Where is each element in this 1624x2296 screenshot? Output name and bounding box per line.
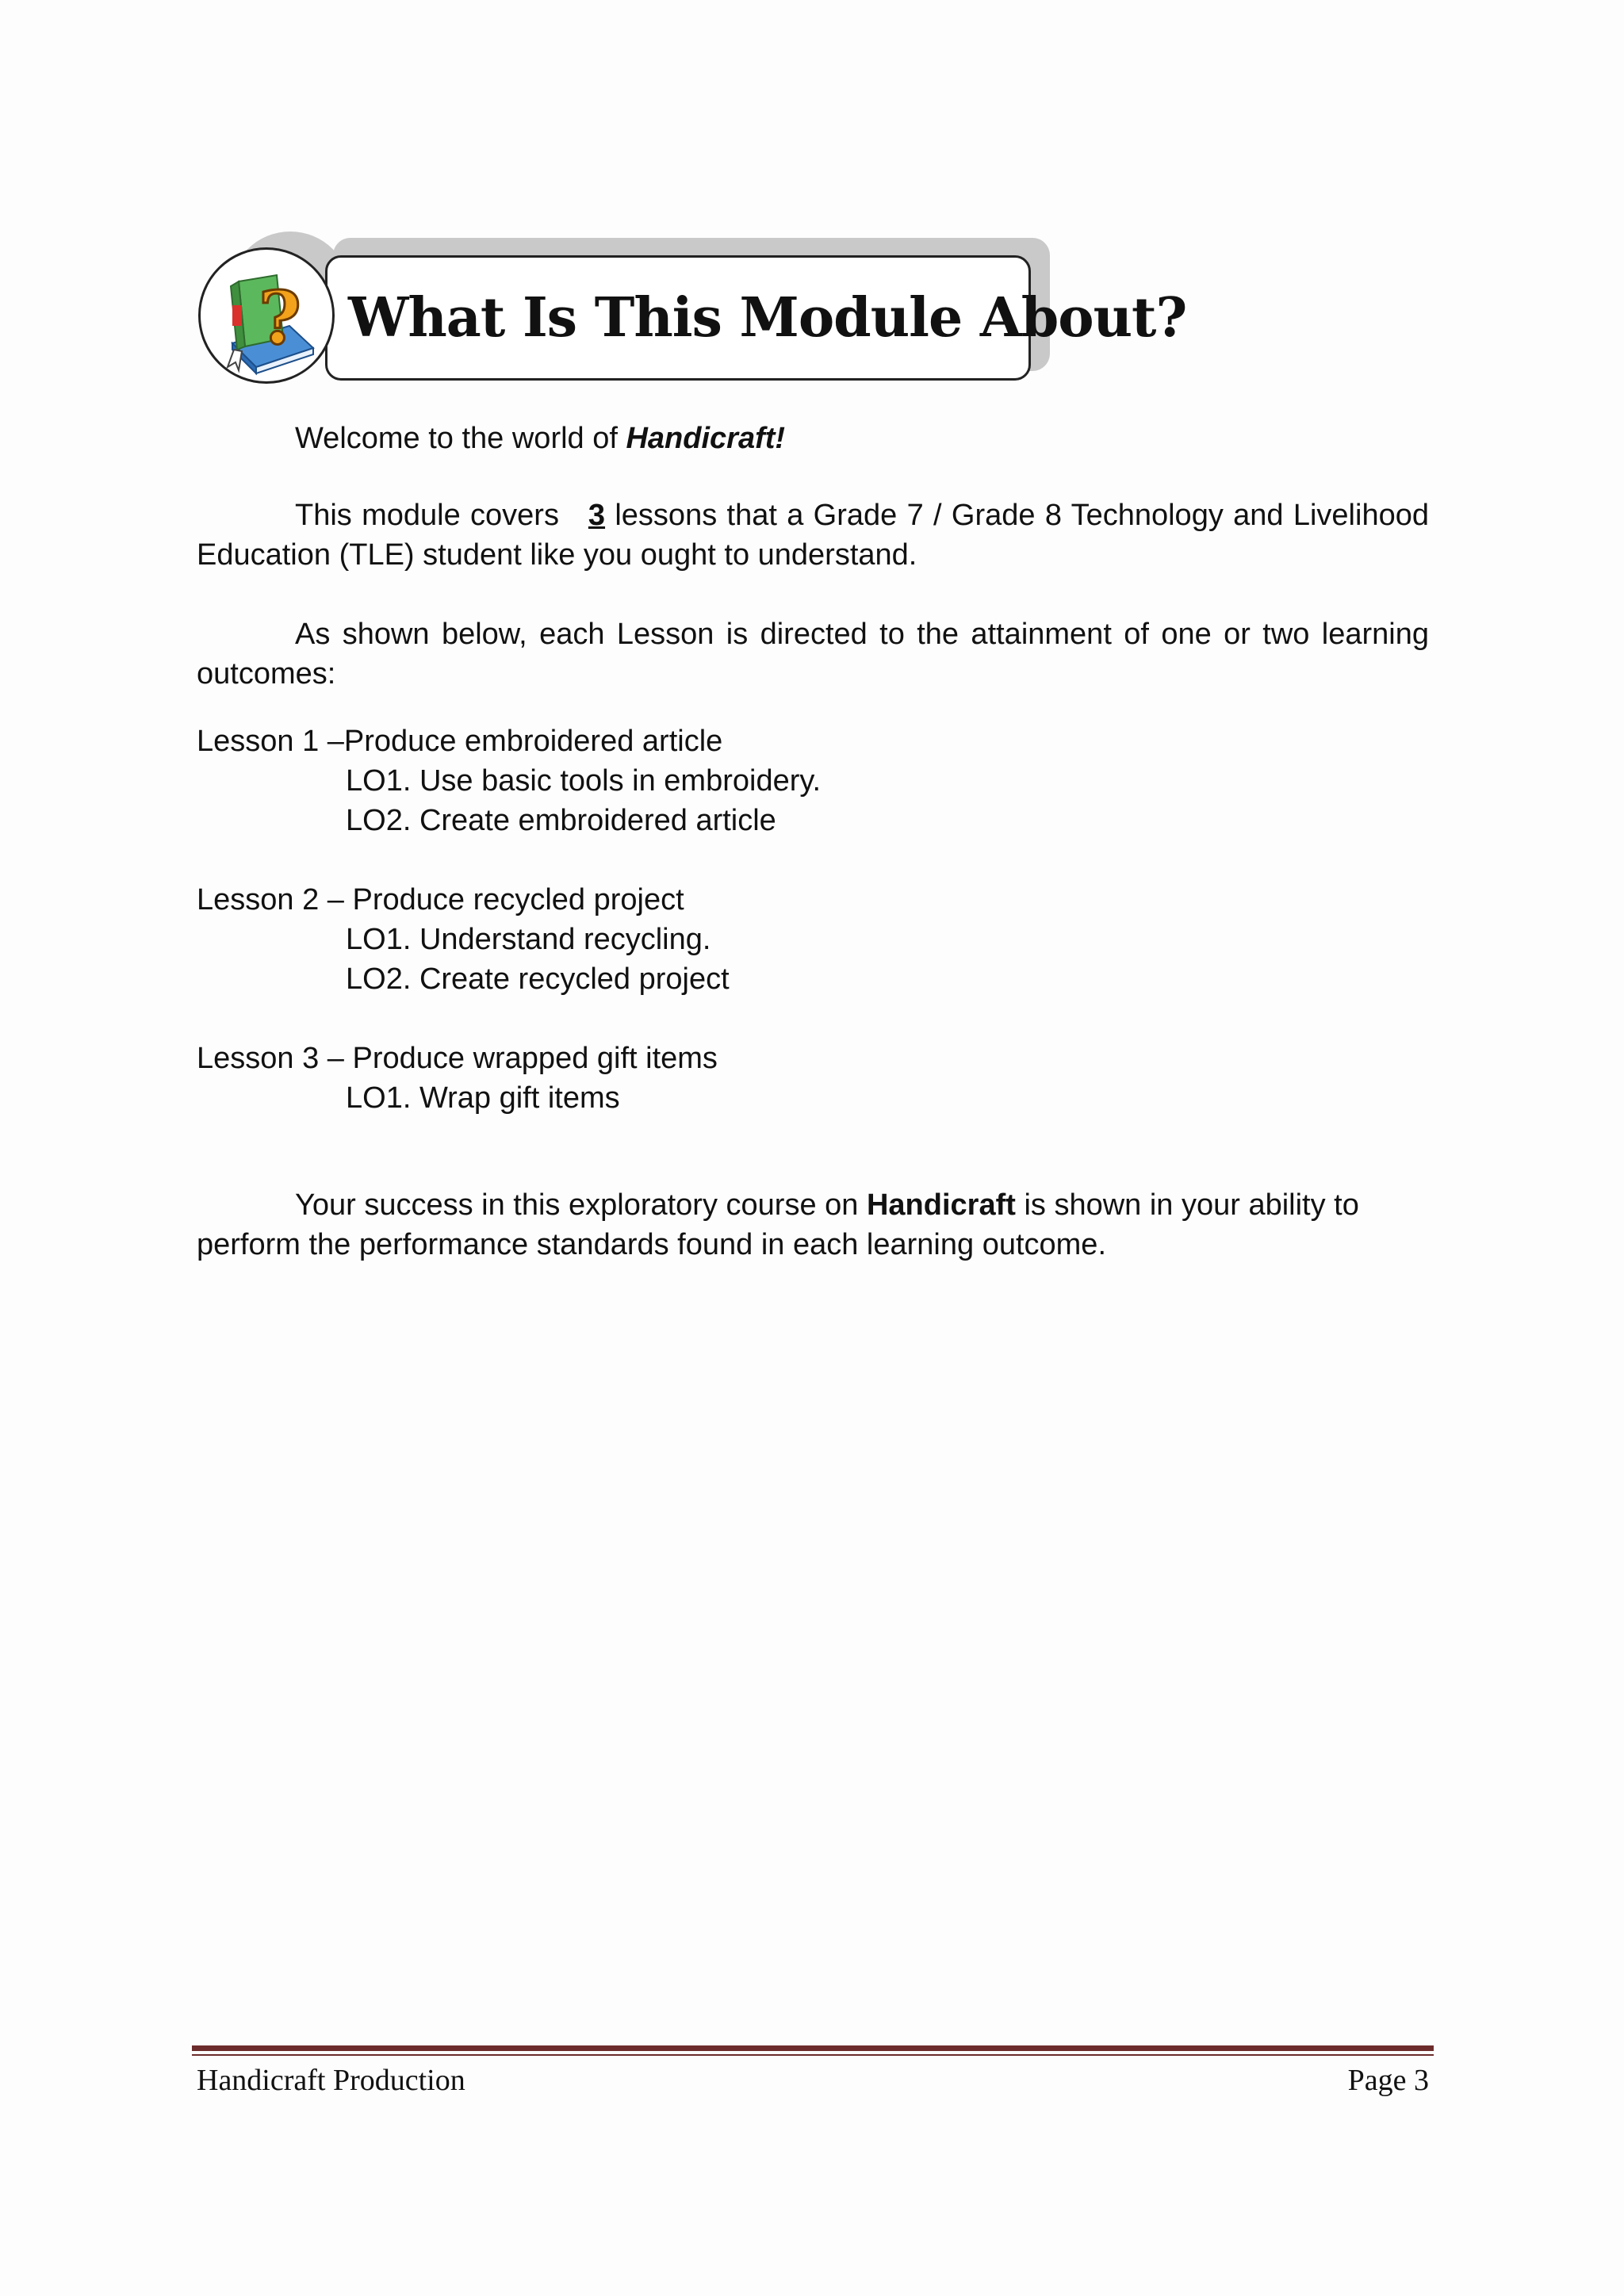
closing-emphasis: Handicraft — [866, 1188, 1016, 1222]
welcome-text: Welcome to the world of — [295, 422, 626, 455]
lesson-block — [197, 880, 1429, 999]
learning-outcome: LO1. Understand recycling. — [346, 923, 711, 956]
closing-suffix: is shown in your ability to perform the performance standards found in each learning outcome. — [197, 1188, 1359, 1261]
covers-prefix: This module covers — [295, 499, 559, 532]
section-banner — [325, 255, 1187, 381]
page-number: Page 3 — [1347, 2064, 1429, 2097]
closing-prefix: Your success in this exploratory course on — [295, 1188, 867, 1222]
book-question-icon — [198, 247, 335, 384]
directed-paragraph — [197, 614, 1429, 694]
closing-paragraph — [197, 1185, 1402, 1265]
footer-rule-thin — [192, 2054, 1434, 2056]
welcome-emphasis: Handicraft! — [626, 422, 786, 455]
lesson-title: Lesson 3 – Produce wrapped gift items — [197, 1042, 718, 1075]
lesson-title: Lesson 2 – Produce recycled project — [197, 883, 684, 916]
lesson-count: 3 — [588, 499, 606, 532]
section-title: What Is This Module About? — [348, 286, 1187, 350]
module-covers-paragraph — [197, 496, 1429, 575]
footer-title: Handicraft Production — [197, 2064, 465, 2097]
welcome-paragraph — [197, 419, 1429, 458]
svg-text:?: ? — [259, 275, 301, 361]
lesson-title: Lesson 1 –Produce embroidered article — [197, 725, 723, 758]
covers-suffix: lessons that a Grade 7 / Grade 8 Technology and Livelihood Education (TLE) student like you ought to understand. — [197, 499, 1429, 572]
learning-outcome: LO2. Create recycled project — [346, 962, 730, 996]
learning-outcome: LO2. Create embroidered article — [346, 804, 776, 837]
lesson-block — [197, 1039, 1429, 1118]
lesson-block — [197, 721, 1429, 840]
footer-rule — [192, 2045, 1434, 2051]
learning-outcome: LO1. Use basic tools in embroidery. — [346, 764, 822, 798]
directed-text: As shown below, each Lesson is directed to the attainment of one or two learning outcomes: — [197, 618, 1429, 691]
learning-outcome: LO1. Wrap gift items — [346, 1081, 620, 1115]
